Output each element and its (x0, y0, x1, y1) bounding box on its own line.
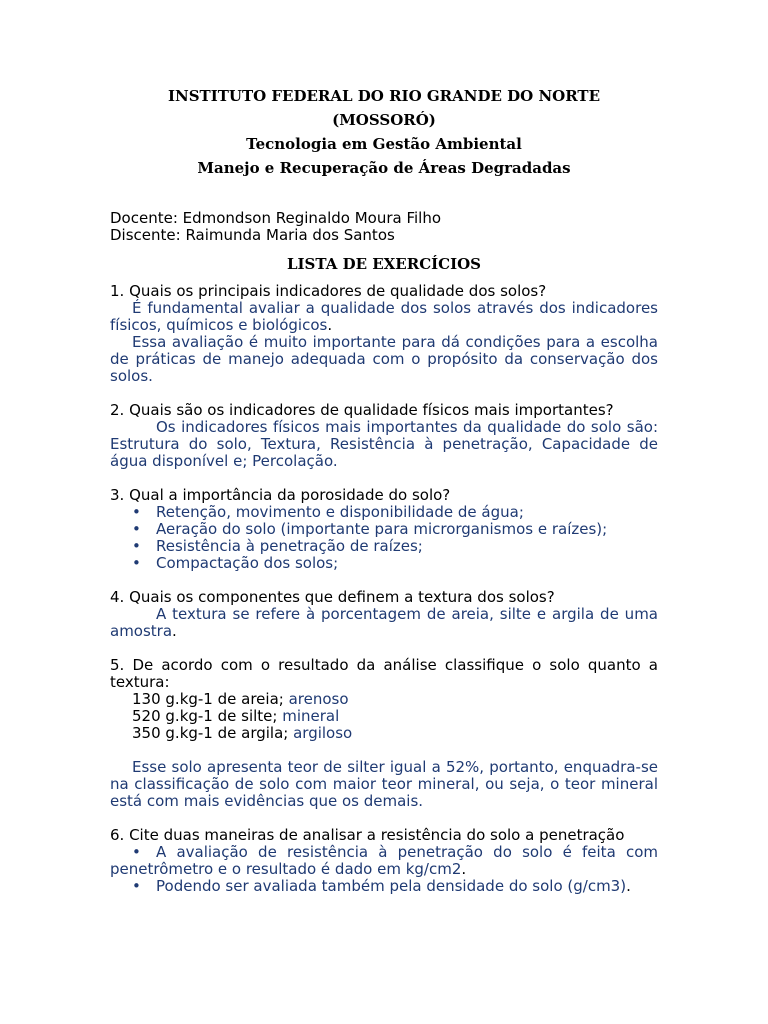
answer-1-text: É fundamental avaliar a qualidade dos solos através dos indicadores físicos, químicos e biológicos (110, 299, 658, 334)
question-6: 6. Cite duas maneiras de analisar a resistência do solo a penetração (110, 826, 625, 844)
question-3: 3. Qual a importância da porosidade do solo? (110, 486, 451, 504)
campus-name: (MOSSORÓ) (332, 111, 436, 129)
discente-line: Discente: Raimunda Maria dos Santos (110, 226, 395, 244)
document-page (110, 84, 658, 895)
answer-4: A textura se refere à porcentagem de areia, silte e argila de uma amostra. (110, 605, 658, 640)
answer-2: Os indicadores físicos mais importantes da qualidade do solo são: Estrutura do solo, Textura, Resistência à penetração, Capacidade de água disponível e; Percolação. (110, 418, 658, 470)
bullet-icon: • (132, 537, 141, 555)
answer-6-list (110, 844, 658, 895)
answer-1-paragraph-1 (110, 300, 658, 334)
bullet-icon: • (132, 554, 141, 572)
question-5: 5. De acordo com o resultado da análise classifique o solo quanto a textura: (110, 656, 658, 691)
question-1: 1. Quais os principais indicadores de qualidade dos solos? (110, 282, 547, 300)
bullet-icon: • (132, 503, 141, 521)
bullet-icon: • (132, 520, 141, 538)
institution-name: INSTITUTO FEDERAL DO RIO GRANDE DO NORTE (167, 87, 601, 105)
docente-line: Docente: Edmondson Reginaldo Moura Filho (110, 209, 442, 227)
answer-1-paragraph-2: Essa avaliação é muito importante para dá condições para a escolha de práticas de manejo adequada com o propósito da conservação dos solos. (110, 333, 658, 385)
answer-3-list (110, 504, 658, 572)
question-2: 2. Quais são os indicadores de qualidade físicos mais importantes? (110, 401, 614, 419)
bullet-icon: • (132, 843, 141, 861)
soil-row-silte: 520 g.kg-1 de silte; mineral (132, 707, 340, 725)
document-header (110, 84, 658, 180)
soil-row-argila: 350 g.kg-1 de argila; argiloso (132, 724, 353, 742)
list-item: • A avaliação de resistência à penetração do solo é feita com penetrômetro e o resultado é dado em kg/cm2. (110, 843, 658, 878)
bullet-icon: • (132, 877, 141, 895)
subject-name: Manejo e Recuperação de Áreas Degradadas (197, 159, 571, 177)
list-item: • Compactação dos solos; (132, 554, 339, 572)
list-item: • Podendo ser avaliada também pela densidade do solo (g/cm3). (132, 877, 631, 895)
answer-1-end: . (327, 316, 333, 334)
answer-5: Esse solo apresenta teor de silter igual a 52%, portanto, enquadra-se na classificação de solo com maior teor mineral, ou seja, o teor mineral está com mais evidências que os demais. (110, 758, 658, 810)
question-4: 4. Quais os componentes que definem a textura dos solos? (110, 588, 555, 606)
soil-row-areia: 130 g.kg-1 de areia; arenoso (132, 690, 349, 708)
list-item: • Aeração do solo (importante para microrganismos e raízes); (132, 520, 608, 538)
list-title: LISTA DE EXERCÍCIOS (286, 255, 482, 273)
list-item: • Resistência à penetração de raízes; (132, 537, 423, 555)
list-item: • Retenção, movimento e disponibilidade de água; (132, 503, 524, 521)
course-name: Tecnologia em Gestão Ambiental (246, 135, 522, 153)
